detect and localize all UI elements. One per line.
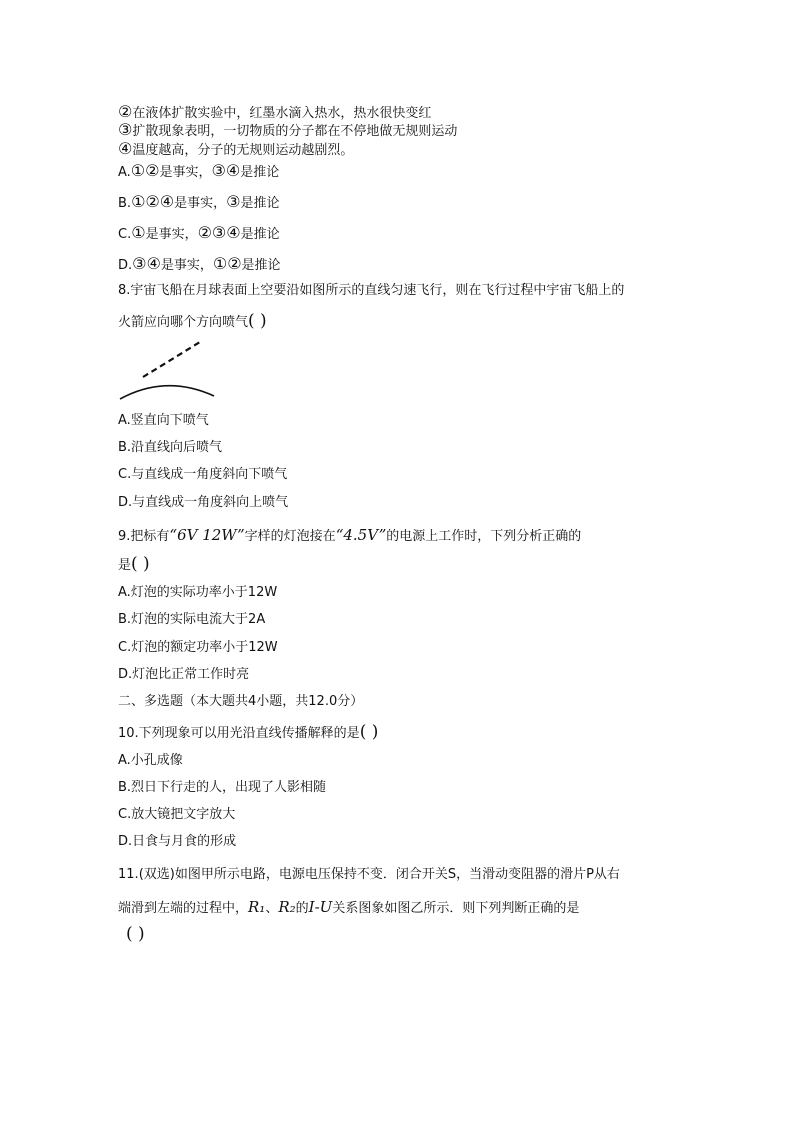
q11-number: 11. [118,867,139,882]
option-numbers: ① [131,223,146,242]
trajectory-diagram [118,338,218,400]
q7-option-a [118,163,279,181]
lamp-rating: “6V 12W” [169,526,245,544]
option-numbers: ①②④ [131,192,175,211]
q9-option-b: B.灯泡的实际电流大于2A [118,612,266,627]
q9-stem-text: 字样的灯泡接在 [244,529,336,544]
moon-surface-arc [120,386,214,399]
option-text: 是推论 [240,165,280,180]
q11-stem-text: 、 [265,901,279,916]
q10-option-a: A.小孔成像 [118,753,183,768]
section-heading: 二、多选题（本大题共4小题，共12.0分） [118,694,364,709]
q11-stem-text: 端滑到左端的过程中， [118,901,249,916]
q9-option-a: A.灯泡的实际功率小于12W [118,585,278,600]
q10-stem [118,724,378,742]
option-text: 是推论 [240,196,280,211]
q7-option-b [118,194,279,212]
q8-option-b: B.沿直线向后喷气 [118,440,223,455]
q9-stem-line2 [118,556,150,574]
statement-2 [118,104,431,122]
answer-blank: ( ) [131,554,150,574]
option-letter: B. [118,196,132,211]
source-voltage: “4.5V” [335,526,387,544]
statement-3 [118,122,457,140]
statement-text: 扩散现象表明，一切物质的分子都在不停地做无规则运动 [132,124,458,139]
option-numbers: ③ [226,192,241,211]
q11-stem-text: 如图甲所示电路，电源电压保持不变．闭合开关S，当滑动变阻器的滑片P从右 [174,867,620,882]
answer-blank: ( ) [359,722,379,742]
statement-4 [118,141,353,159]
q8-stem-line1: 8.宇宙飞船在月球表面上空要沿如图所示的直线匀速飞行，则在飞行过程中宇宙飞船上的 [118,283,625,298]
option-letter: A. [118,165,131,180]
answer-blank: ( ) [248,311,267,331]
q11-stem-line1 [118,867,620,883]
q9-option-d: D.灯泡比正常工作时亮 [118,667,250,682]
iu-label: I-U [308,898,333,916]
q8-option-d: D.与直线成一角度斜向上喷气 [118,495,289,510]
option-text: 是事实， [145,227,198,242]
q7-option-c [118,225,280,243]
q10-stem-text: 10.下列现象可以用光沿直线传播解释的是 [118,726,360,741]
q9-stem-line1 [118,527,581,545]
q9-option-c: C.灯泡的额定功率小于12W [118,640,278,655]
circled-number: ④ [118,139,133,158]
q9-stem-text: 是 [118,558,132,573]
q8-figure [118,338,218,404]
option-text: 是事实， [160,258,213,273]
q10-option-c: C.放大镜把文字放大 [118,807,236,822]
option-numbers: ②③④ [197,223,241,242]
q10-option-d: D.日食与月食的形成 [118,834,237,849]
q11-answer-line [126,926,145,944]
circled-number: ③ [118,120,133,139]
statement-text: 在液体扩散实验中，红墨水滴入热水，热水很快变红 [132,106,432,121]
q11-stem-text: 的 [295,901,309,916]
q8-option-c: C.与直线成一角度斜向下喷气 [118,467,288,482]
q8-stem-line2 [118,313,267,331]
q11-tag: (双选) [138,867,175,882]
answer-blank: ( ) [126,924,145,944]
option-numbers: ①② [130,161,160,180]
q8-stem-text: 火箭应向哪个方向喷气 [118,315,249,330]
resistor-r2: R₂ [278,898,296,916]
option-text: 是事实， [159,165,212,180]
option-letter: D. [118,258,133,273]
option-letter: C. [118,227,132,242]
q9-stem-text: 9.把标有 [118,529,170,544]
q11-stem-text: 关系图象如图乙所示．则下列判断正确的是 [332,901,580,916]
flight-path-line [143,342,200,377]
q10-option-b: B.烈日下行走的人，出现了人影相随 [118,780,327,795]
option-numbers: ③④ [132,254,161,273]
option-numbers: ③④ [211,161,241,180]
resistor-r1: R₁ [248,898,266,916]
option-text: 是推论 [241,258,281,273]
option-numbers: ①② [212,254,242,273]
q7-option-d [118,256,281,274]
circled-number: ② [118,102,133,121]
option-text: 是推论 [240,227,280,242]
q9-stem-text: 的电源上工作时，下列分析正确的 [386,529,582,544]
q8-option-a: A.竖直向下喷气 [118,413,209,428]
q11-stem-line2 [118,899,579,917]
statement-text: 温度越高，分子的无规则运动越剧烈。 [132,143,354,158]
option-text: 是事实， [174,196,227,211]
